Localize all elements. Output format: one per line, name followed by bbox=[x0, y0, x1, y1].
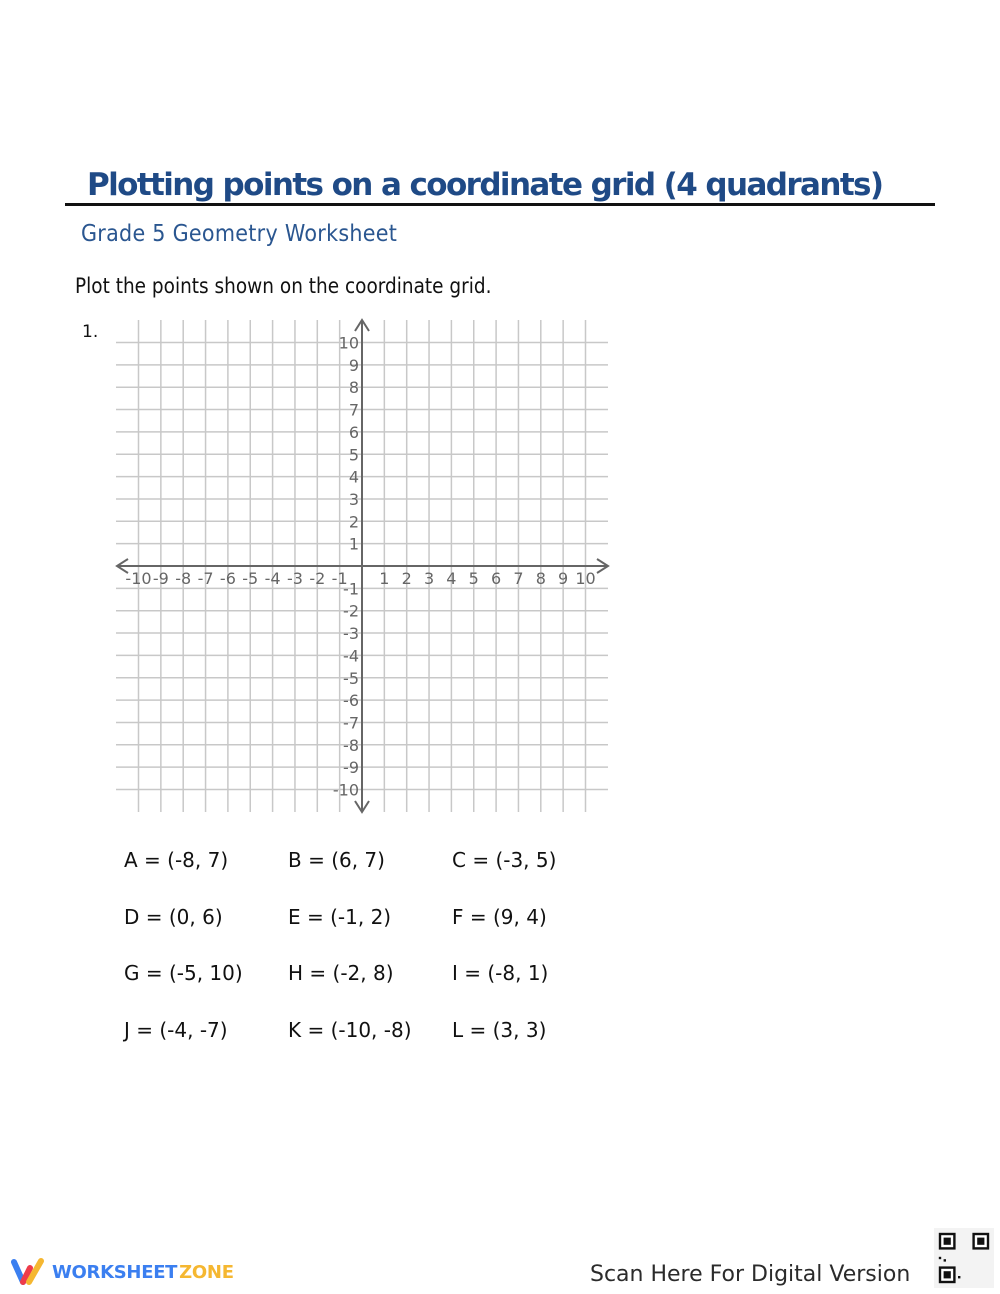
point-a: A = (-8, 7) bbox=[124, 848, 229, 872]
y-tick-label: -8 bbox=[343, 735, 359, 755]
x-tick-label: 7 bbox=[513, 569, 524, 588]
question-number: 1. bbox=[82, 322, 99, 342]
y-tick-label: -7 bbox=[343, 713, 359, 733]
y-tick-label: -5 bbox=[343, 668, 359, 688]
y-tick-label: -10 bbox=[332, 780, 359, 800]
y-tick-label: 6 bbox=[348, 422, 359, 442]
page-title: Plotting points on a coordinate grid (4 quadrants) bbox=[87, 167, 883, 203]
x-tick-label: 9 bbox=[558, 569, 569, 588]
point-g: G = (-5, 10) bbox=[124, 961, 243, 985]
x-tick-label: 1 bbox=[379, 569, 390, 588]
y-tick-label: 5 bbox=[348, 445, 359, 465]
point-j: J = (-4, -7) bbox=[124, 1017, 228, 1042]
x-tick-label: -10 bbox=[125, 569, 152, 588]
y-tick-label: -6 bbox=[343, 691, 359, 711]
brand-primary: WORKSHEET bbox=[52, 1261, 178, 1283]
point-h: H = (-2, 8) bbox=[288, 961, 394, 985]
page-subtitle: Grade 5 Geometry Worksheet bbox=[81, 221, 398, 247]
x-tick-label: 2 bbox=[401, 569, 412, 588]
point-i: I = (-8, 1) bbox=[452, 961, 549, 985]
x-tick-label: -4 bbox=[264, 569, 281, 588]
instructions: Plot the points shown on the coordinate grid. bbox=[75, 274, 492, 298]
y-tick-label: -9 bbox=[343, 758, 359, 778]
point-e: E = (-1, 2) bbox=[288, 904, 392, 929]
x-tick-label: 3 bbox=[423, 569, 435, 588]
x-tick-label: -7 bbox=[197, 569, 214, 588]
point-d: D = (0, 6) bbox=[124, 904, 223, 929]
y-tick-label: 1 bbox=[348, 534, 359, 554]
y-tick-label: 10 bbox=[338, 333, 359, 353]
x-tick-label: 8 bbox=[535, 569, 546, 588]
point-b: B = (6, 7) bbox=[288, 848, 385, 872]
point-l: L = (3, 3) bbox=[452, 1017, 547, 1042]
y-tick-label: -1 bbox=[343, 579, 359, 599]
y-tick-label: 2 bbox=[348, 512, 359, 532]
y-tick-label: -4 bbox=[343, 646, 359, 666]
x-tick-label: -9 bbox=[152, 569, 169, 588]
qr-code-icon[interactable] bbox=[934, 1228, 994, 1288]
y-tick-label: -2 bbox=[343, 601, 359, 621]
x-tick-label: -1 bbox=[331, 569, 348, 588]
x-tick-label: -6 bbox=[219, 569, 236, 588]
x-tick-label: 6 bbox=[491, 569, 502, 588]
point-k: K = (-10, -8) bbox=[288, 1017, 412, 1042]
y-tick-label: 4 bbox=[348, 467, 359, 487]
y-tick-label: 8 bbox=[348, 378, 359, 398]
point-c: C = (-3, 5) bbox=[452, 848, 557, 872]
scan-caption: Scan Here For Digital Version bbox=[590, 1262, 911, 1287]
x-tick-label: -3 bbox=[286, 569, 303, 588]
logo-w-icon bbox=[10, 1257, 46, 1287]
y-tick-label: 3 bbox=[348, 489, 359, 509]
y-tick-label: 7 bbox=[348, 400, 359, 420]
x-tick-label: -5 bbox=[242, 569, 259, 588]
x-tick-label: -8 bbox=[175, 569, 192, 588]
x-tick-label: 4 bbox=[446, 569, 457, 588]
worksheetzone-logo bbox=[10, 1257, 234, 1287]
y-tick-label: -3 bbox=[343, 624, 359, 644]
brand-secondary: ZONE bbox=[179, 1261, 234, 1283]
x-tick-label: -2 bbox=[309, 569, 326, 588]
point-f: F = (9, 4) bbox=[452, 904, 547, 929]
y-tick-label: 9 bbox=[348, 355, 359, 375]
x-tick-label: 5 bbox=[468, 569, 479, 588]
x-tick-label: 10 bbox=[575, 569, 596, 588]
